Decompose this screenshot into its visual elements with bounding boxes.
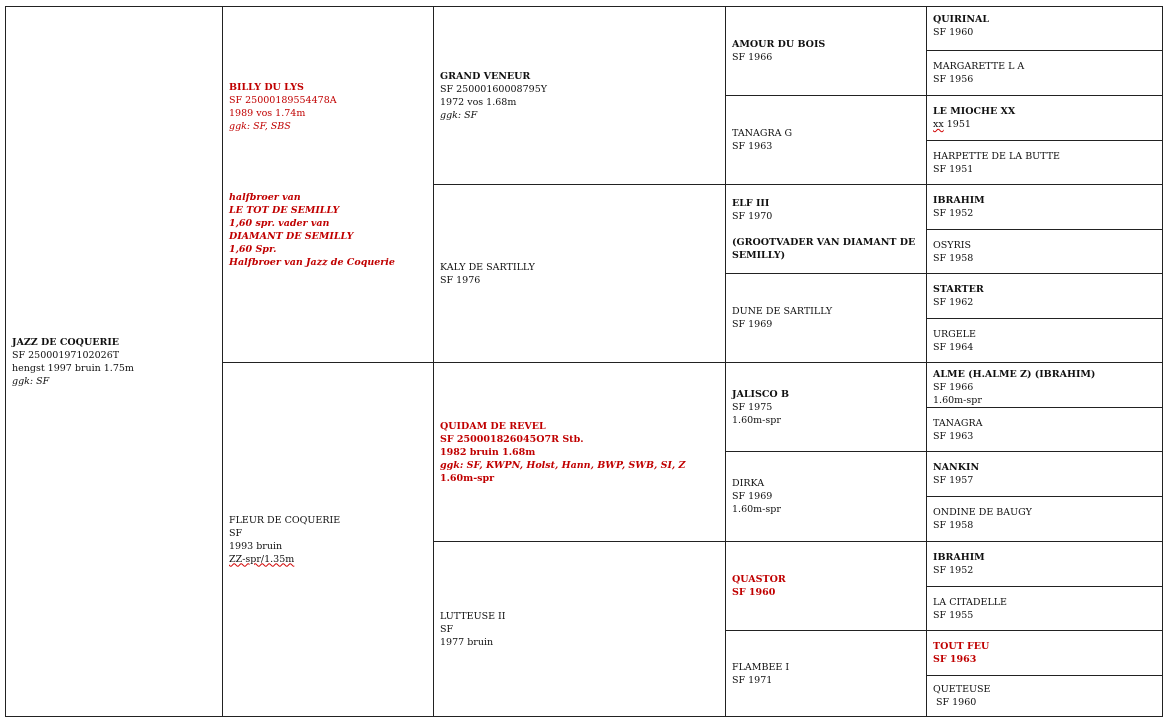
dam-name: FLEUR DE COQUERIE — [229, 514, 341, 526]
gggp-cell-12 — [926, 496, 1163, 542]
gp-name: LUTTEUSE II — [440, 610, 506, 622]
dam-cell — [222, 362, 434, 717]
ggp-name: DUNE DE SARTILLY — [732, 306, 833, 317]
gggp-name: ALME (H.ALME Z) (IBRAHIM) — [933, 369, 1096, 380]
horse-ggk: ggk: SF — [12, 375, 50, 387]
gggp-id: SF 1958 — [933, 520, 974, 531]
ggp-cell-7 — [725, 541, 927, 631]
gggp-cell-10 — [926, 407, 1163, 452]
gggp-cell-9 — [926, 362, 1163, 408]
gggp-id: SF 1956 — [933, 74, 974, 85]
gggp-id: SF 1952 — [933, 565, 974, 576]
gp-id: SF 25000160008795Y — [440, 83, 548, 95]
gggp-cell-2 — [926, 50, 1163, 96]
gggp-id: SF 1962 — [933, 297, 974, 308]
dam-extra: ZZ-spr/1.35m — [229, 553, 295, 565]
gggp-cell-4 — [926, 140, 1163, 185]
gggp-name: IBRAHIM — [933, 552, 985, 563]
horse-id: SF 25000197102026T — [12, 349, 120, 361]
gggp-cell-16 — [926, 675, 1163, 717]
gggp-id: SF 1957 — [933, 475, 974, 486]
ggp-cell-3 — [725, 184, 927, 274]
sire-note-line: DIAMANT DE SEMILLY — [229, 231, 354, 242]
gggp-name: LA CITADELLE — [933, 596, 1007, 608]
gggp-name: MARGARETTE L A — [933, 61, 1025, 72]
dam-id: SF — [229, 527, 243, 539]
sire-note-line: Halfbroer van Jazz de Coquerie — [229, 257, 395, 268]
gggp-cell-13 — [926, 541, 1163, 587]
gp-cell-3 — [433, 362, 726, 542]
ggp-id: SF 1970 — [732, 210, 773, 222]
gggp-id: SF 1955 — [933, 609, 974, 621]
gp-ggk: ggk: SF — [440, 109, 478, 121]
ggp-cell-2 — [725, 95, 927, 185]
ggp-name: FLAMBEE I — [732, 661, 790, 673]
gggp-id: SF 1951 — [933, 163, 974, 175]
ggp-id: SF 1963 — [732, 141, 773, 152]
ggp-name: JALISCO B — [732, 388, 790, 400]
gggp-cell-14 — [926, 586, 1163, 631]
sire-note-line: 1,60 Spr. — [229, 244, 277, 255]
ggp-id: SF 1969 — [732, 319, 773, 330]
ggp-id: SF 1966 — [732, 52, 773, 63]
gggp-id: SF 1952 — [933, 208, 974, 219]
gggp-name: QUIRINAL — [933, 14, 990, 25]
gp-info: 1977 bruin — [440, 636, 494, 648]
ggp-name: AMOUR DU BOIS — [732, 39, 826, 50]
gggp-cell-5 — [926, 184, 1163, 230]
ggp-id: SF 1969 — [732, 491, 773, 502]
gggp-name: IBRAHIM — [933, 195, 985, 206]
gggp-name: LE MIOCHE XX — [933, 106, 1016, 117]
ggp-name: ELF III — [732, 197, 770, 209]
gp-name: QUIDAM DE REVEL — [440, 420, 546, 432]
gggp-cell-1 — [926, 6, 1163, 51]
gggp-name: URGELE — [933, 328, 976, 340]
ggp-note: (GROOTVADER VAN DIAMANT DE SEMILLY) — [732, 236, 916, 261]
ggp-name: TANAGRA G — [732, 128, 793, 139]
gp-info: 1972 vos 1.68m — [440, 96, 517, 108]
gggp-info: 1.60m-spr — [933, 395, 982, 406]
gp-name: GRAND VENEUR — [440, 70, 531, 82]
gggp-name: TOUT FEU — [933, 641, 990, 652]
gggp-name: QUETEUSE — [933, 684, 991, 695]
gggp-id: SF 1963 — [933, 654, 977, 665]
gggp-cell-11 — [926, 451, 1163, 497]
ggp-id: SF 1960 — [732, 587, 776, 598]
ggp-name: DIRKA — [732, 478, 765, 489]
sire-note-line: halfbroer van — [229, 192, 301, 203]
sire-note-line: 1,60 spr. vader van — [229, 218, 330, 229]
gp-cell-1 — [433, 6, 726, 185]
gp-name: KALY DE SARTILLY — [440, 261, 535, 273]
gp-cell-2 — [433, 184, 726, 363]
gggp-id: SF 1960 — [933, 27, 974, 38]
gggp-id-prefix: xx — [933, 119, 944, 130]
gggp-id: SF 1966 — [933, 382, 974, 393]
gggp-id-line — [933, 118, 1156, 131]
sire-name: BILLY DU LYS — [229, 82, 304, 93]
gp-ggk: ggk: SF, KWPN, Holst, Hann, BWP, SWB, SI, Z — [440, 459, 686, 471]
gp-extra: 1.60m-spr — [440, 472, 495, 484]
gggp-name: TANAGRA — [933, 417, 983, 429]
ggp-cell-1 — [725, 6, 927, 96]
gggp-id: 1951 — [946, 119, 971, 130]
gggp-name: STARTER — [933, 284, 984, 295]
pedigree-subject — [5, 6, 223, 717]
gp-id: SF 250001826045O7R Stb. — [440, 433, 584, 445]
gggp-id: SF 1960 — [933, 697, 977, 708]
gggp-cell-8 — [926, 318, 1163, 363]
ggp-cell-5 — [725, 362, 927, 452]
gp-cell-4 — [433, 541, 726, 717]
sire-cell — [222, 6, 434, 363]
ggp-id: SF 1975 — [732, 401, 773, 413]
gggp-cell-6 — [926, 229, 1163, 274]
gp-info: 1982 bruin 1.68m — [440, 446, 536, 458]
sire-note-line: LE TOT DE SEMILLY — [229, 205, 340, 216]
horse-info: hengst 1997 bruin 1.75m — [12, 362, 134, 374]
gggp-name: NANKIN — [933, 462, 980, 473]
sire-info: 1989 vos 1.74m — [229, 108, 306, 119]
gggp-name: OSYRIS — [933, 239, 971, 251]
ggp-info: 1.60m-spr — [732, 414, 781, 426]
ggp-name: QUASTOR — [732, 574, 786, 585]
sire-id: SF 25000189554478A — [229, 95, 337, 106]
sire-ggk: ggk: SF, SBS — [229, 121, 291, 132]
horse-name: JAZZ DE COQUERIE — [12, 336, 120, 348]
ggp-cell-6 — [725, 451, 927, 542]
ggp-info: 1.60m-spr — [732, 504, 781, 515]
gp-id: SF 1976 — [440, 274, 481, 286]
gggp-name: HARPETTE DE LA BUTTE — [933, 150, 1060, 162]
ggp-cell-8 — [725, 630, 927, 717]
gggp-name: ONDINE DE BAUGY — [933, 507, 1032, 518]
ggp-id: SF 1971 — [732, 674, 773, 686]
gp-id: SF — [440, 623, 454, 635]
gggp-id: SF 1958 — [933, 252, 974, 264]
gggp-cell-15 — [926, 630, 1163, 676]
gggp-cell-7 — [926, 273, 1163, 319]
ggp-cell-4 — [725, 273, 927, 363]
dam-info: 1993 bruin — [229, 540, 283, 552]
gggp-cell-3 — [926, 95, 1163, 141]
gggp-id: SF 1964 — [933, 341, 974, 353]
gggp-id: SF 1963 — [933, 430, 974, 442]
